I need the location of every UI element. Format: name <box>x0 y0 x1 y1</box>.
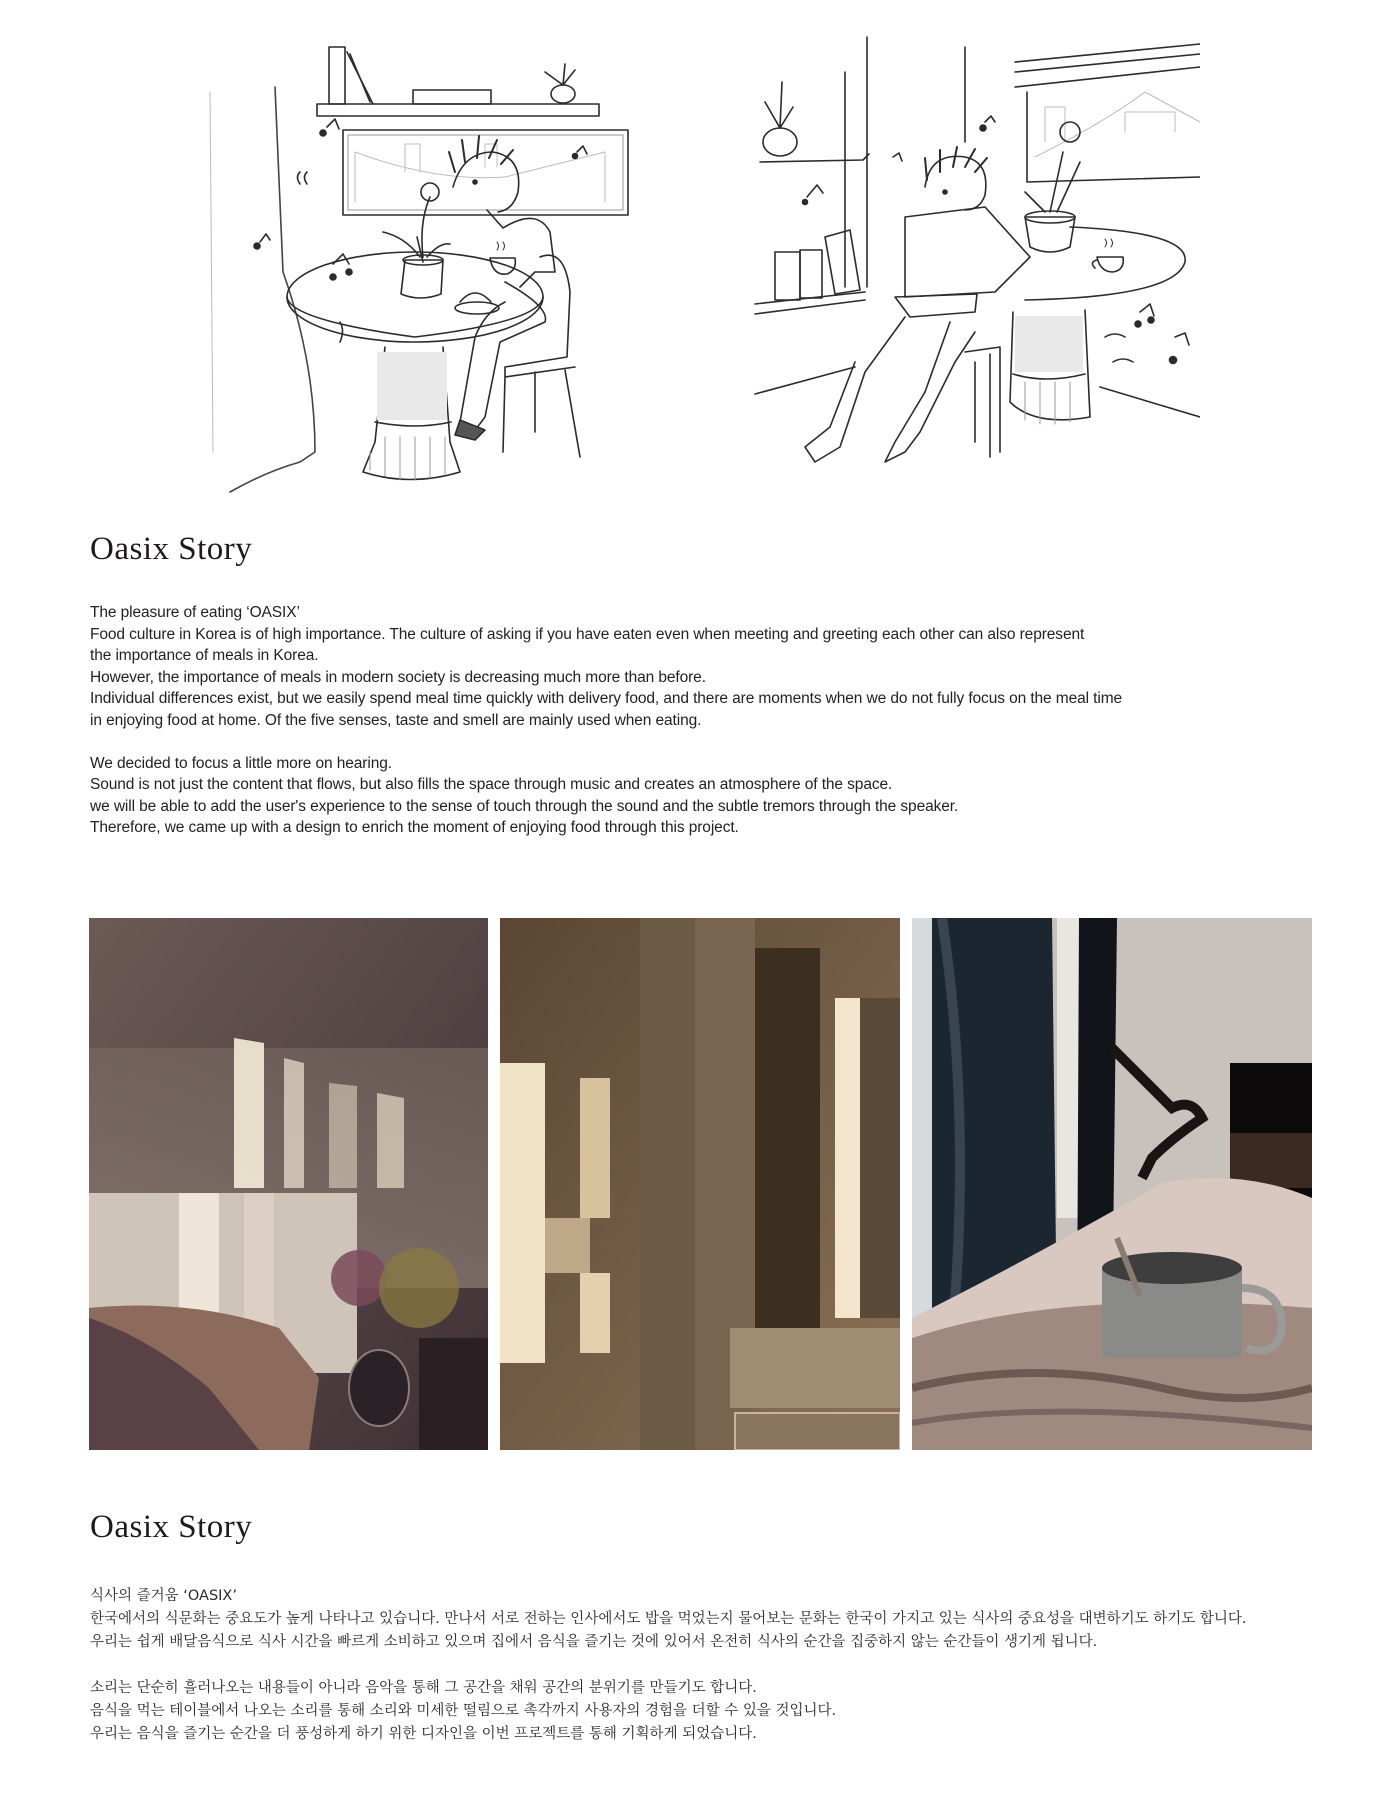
text-line: 소리는 단순히 흘러나오는 내용들이 아니라 음악을 통해 그 공간을 채워 공간의 분위기를 만들기도 합니다. <box>90 1680 757 1696</box>
text-line: we will be able to add the user's experience to the sense of touch through the sound and the subtle tremors through the speaker. <box>90 797 959 815</box>
photo-mug-on-blanket <box>912 918 1312 1450</box>
text-line: the importance of meals in Korea. <box>90 647 319 664</box>
text-line: 우리는 쉽게 배달음식으로 식사 시간을 빠르게 소비하고 있으며 집에서 음식을 즐기는 것에 있어서 온전히 식사의 순간을 집중하지 않는 순간들이 생기게 됩니다. <box>90 1634 1098 1650</box>
section-title-en: Oasix Story <box>90 531 253 567</box>
section-title-ko: Oasix Story <box>90 1509 253 1545</box>
paragraph-gap <box>90 731 1330 753</box>
story-text-en <box>90 602 1330 839</box>
sketch-man-reading <box>745 32 1200 492</box>
story-text-ko <box>90 1585 1330 1746</box>
text-line: Sound is not just the content that flows, but also fills the space through music and creates an atmosphere of the space. <box>90 776 893 793</box>
sketch-man-drinking-coffee <box>205 32 645 497</box>
text-line: in enjoying food at home. Of the five senses, taste and smell are mainly used when eating. <box>90 711 702 729</box>
photo-image-icon <box>500 918 900 1450</box>
text-line: Food culture in Korea is of high importance. The culture of asking if you have eaten even when meeting and greeting each other can also represent <box>90 625 1085 643</box>
text-line: Individual differences exist, but we easily spend meal time quickly with delivery food, and there are moments when we do not fully focus on the meal time <box>90 690 1123 707</box>
photo-image-icon <box>912 918 1312 1450</box>
photo-door-sunlight <box>500 918 900 1450</box>
text-line: 식사의 즐거움 ‘OASIX’ <box>90 1588 237 1604</box>
text-line: 음식을 먹는 테이블에서 나오는 소리를 통해 소리와 미세한 떨림으로 촉각까지 사용자의 경험을 더할 수 있을 것입니다. <box>90 1703 837 1719</box>
text-line: 우리는 음식을 즐기는 순간을 더 풍성하게 하기 위한 디자인을 이번 프로젝트를 통해 기획하게 되었습니다. <box>90 1726 757 1742</box>
text-line: However, the importance of meals in modern society is decreasing much more than before. <box>90 668 706 686</box>
text-line: Therefore, we came up with a design to enrich the moment of enjoying food through this project. <box>90 819 739 836</box>
illustration-icon <box>745 32 1200 492</box>
text-line: The pleasure of eating ‘OASIX’ <box>90 604 300 621</box>
text-line: We decided to focus a little more on hearing. <box>90 754 392 772</box>
paragraph-gap <box>90 1654 1330 1677</box>
illustration-icon <box>205 32 645 497</box>
photo-bedroom-sunlight <box>89 918 488 1450</box>
text-line: 한국에서의 식문화는 중요도가 높게 나타나고 있습니다. 만나서 서로 전하는 인사에서도 밥을 먹었는지 물어보는 문화는 한국이 가지고 있는 식사의 중요성을 대변하기도 하기도 합니다. <box>90 1611 1247 1627</box>
photo-image-icon <box>89 918 488 1450</box>
